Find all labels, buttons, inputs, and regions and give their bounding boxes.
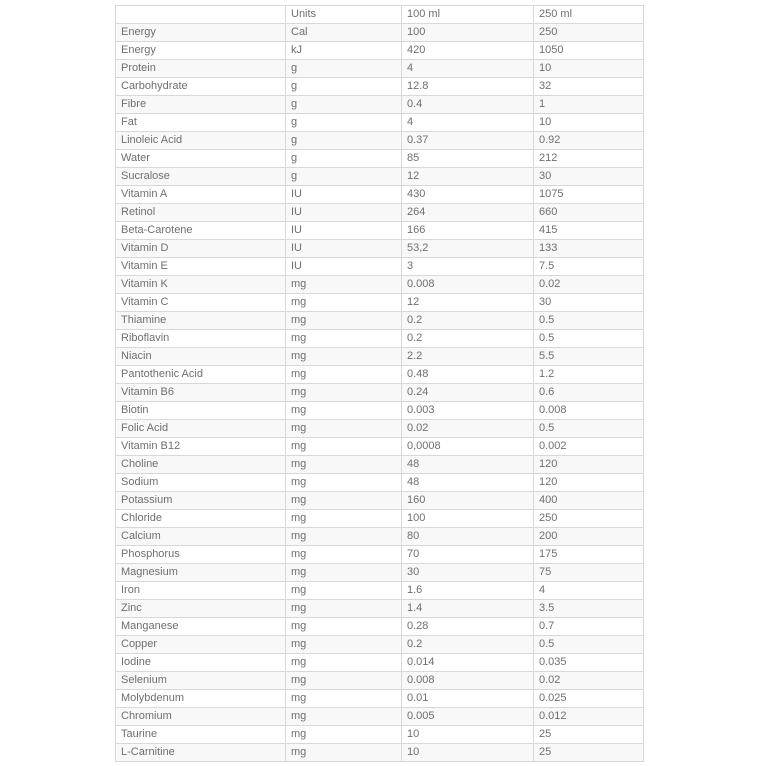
cell-100ml: 80 [402,528,534,546]
cell-250ml: 32 [534,78,644,96]
cell-nutrient: Folic Acid [116,420,286,438]
cell-nutrient: Zinc [116,600,286,618]
cell-250ml: 0.025 [534,690,644,708]
cell-nutrient: Beta-Carotene [116,222,286,240]
cell-250ml: 0.012 [534,708,644,726]
cell-100ml: 70 [402,546,534,564]
table-row [116,42,644,60]
cell-nutrient: Riboflavin [116,330,286,348]
cell-unit: mg [286,492,402,510]
cell-nutrient: Fat [116,114,286,132]
header-cell-nutrient [116,6,286,24]
cell-100ml: 0.008 [402,276,534,294]
table-row [116,654,644,672]
cell-100ml: 10 [402,726,534,744]
cell-100ml: 1.4 [402,600,534,618]
cell-100ml: 4 [402,60,534,78]
cell-250ml: 400 [534,492,644,510]
cell-250ml: 1.2 [534,366,644,384]
cell-nutrient: Chloride [116,510,286,528]
cell-250ml: 1075 [534,186,644,204]
cell-nutrient: Potassium [116,492,286,510]
cell-100ml: 0.005 [402,708,534,726]
cell-nutrient: Sucralose [116,168,286,186]
cell-unit: g [286,96,402,114]
header-cell-250ml: 250 ml [534,6,644,24]
table-row [116,618,644,636]
table-row [116,168,644,186]
cell-unit: mg [286,456,402,474]
cell-unit: g [286,114,402,132]
table-row [116,132,644,150]
cell-nutrient: Carbohydrate [116,78,286,96]
cell-250ml: 0.5 [534,420,644,438]
cell-250ml: 10 [534,114,644,132]
cell-100ml: 0.4 [402,96,534,114]
cell-100ml: 12 [402,168,534,186]
cell-100ml: 0.014 [402,654,534,672]
cell-100ml: 85 [402,150,534,168]
cell-nutrient: Magnesium [116,564,286,582]
cell-unit: mg [286,330,402,348]
table-row [116,276,644,294]
cell-250ml: 3.5 [534,600,644,618]
cell-250ml: 250 [534,24,644,42]
cell-100ml: 0,0008 [402,438,534,456]
cell-250ml: 0.035 [534,654,644,672]
cell-unit: mg [286,384,402,402]
cell-unit: mg [286,636,402,654]
cell-100ml: 48 [402,456,534,474]
cell-100ml: 166 [402,222,534,240]
table-row [116,420,644,438]
cell-unit: mg [286,510,402,528]
cell-250ml: 120 [534,474,644,492]
cell-unit: mg [286,744,402,762]
cell-nutrient: Fibre [116,96,286,114]
cell-100ml: 53,2 [402,240,534,258]
cell-unit: IU [286,186,402,204]
cell-unit: IU [286,204,402,222]
cell-250ml: 0.7 [534,618,644,636]
table-row [116,186,644,204]
table-row [116,672,644,690]
cell-unit: IU [286,222,402,240]
cell-unit: mg [286,618,402,636]
cell-nutrient: Vitamin B6 [116,384,286,402]
cell-unit: mg [286,348,402,366]
cell-100ml: 2.2 [402,348,534,366]
table-header [116,6,644,24]
cell-100ml: 48 [402,474,534,492]
cell-100ml: 100 [402,510,534,528]
cell-nutrient: Calcium [116,528,286,546]
cell-250ml: 7.5 [534,258,644,276]
cell-100ml: 0.01 [402,690,534,708]
table-row [116,438,644,456]
table-row [116,726,644,744]
cell-250ml: 0.5 [534,636,644,654]
cell-unit: IU [286,240,402,258]
table-row [116,528,644,546]
table-row [116,240,644,258]
cell-250ml: 212 [534,150,644,168]
cell-nutrient: Vitamin A [116,186,286,204]
cell-nutrient: Copper [116,636,286,654]
table-row [116,222,644,240]
cell-100ml: 0.48 [402,366,534,384]
table-row [116,366,644,384]
cell-100ml: 4 [402,114,534,132]
cell-nutrient: Chromium [116,708,286,726]
cell-nutrient: Vitamin K [116,276,286,294]
table-row [116,474,644,492]
cell-unit: mg [286,438,402,456]
table-row [116,294,644,312]
cell-nutrient: Pantothenic Acid [116,366,286,384]
cell-unit: mg [286,474,402,492]
cell-250ml: 120 [534,456,644,474]
cell-unit: mg [286,672,402,690]
cell-250ml: 0.6 [534,384,644,402]
cell-nutrient: Energy [116,24,286,42]
cell-unit: mg [286,654,402,672]
cell-250ml: 30 [534,294,644,312]
cell-unit: Cal [286,24,402,42]
cell-unit: mg [286,546,402,564]
table-row [116,384,644,402]
cell-100ml: 0.2 [402,312,534,330]
cell-100ml: 0.28 [402,618,534,636]
header-cell-100ml: 100 ml [402,6,534,24]
table-row [116,600,644,618]
cell-nutrient: Manganese [116,618,286,636]
cell-250ml: 0.5 [534,312,644,330]
table-row [116,582,644,600]
cell-100ml: 12 [402,294,534,312]
table-row [116,258,644,276]
table-row [116,402,644,420]
cell-nutrient: Water [116,150,286,168]
table-row [116,78,644,96]
cell-nutrient: Iodine [116,654,286,672]
cell-100ml: 10 [402,744,534,762]
table-row [116,24,644,42]
table-row [116,114,644,132]
cell-250ml: 10 [534,60,644,78]
cell-nutrient: Phosphorus [116,546,286,564]
cell-unit: g [286,132,402,150]
table-row [116,564,644,582]
cell-100ml: 0.003 [402,402,534,420]
cell-250ml: 0.008 [534,402,644,420]
table-row [116,546,644,564]
cell-250ml: 250 [534,510,644,528]
cell-250ml: 1 [534,96,644,114]
header-cell-units: Units [286,6,402,24]
cell-250ml: 133 [534,240,644,258]
cell-100ml: 430 [402,186,534,204]
cell-250ml: 25 [534,726,644,744]
table-body [116,24,644,762]
cell-nutrient: Selenium [116,672,286,690]
cell-250ml: 25 [534,744,644,762]
cell-unit: mg [286,690,402,708]
cell-unit: mg [286,276,402,294]
cell-unit: g [286,60,402,78]
cell-nutrient: Energy [116,42,286,60]
cell-100ml: 12.8 [402,78,534,96]
cell-unit: g [286,150,402,168]
cell-100ml: 420 [402,42,534,60]
cell-250ml: 200 [534,528,644,546]
header-row [116,6,644,24]
cell-250ml: 0.5 [534,330,644,348]
cell-100ml: 0.24 [402,384,534,402]
table-row [116,312,644,330]
table-row [116,348,644,366]
cell-unit: mg [286,366,402,384]
table-row [116,60,644,78]
cell-nutrient: Niacin [116,348,286,366]
cell-nutrient: Thiamine [116,312,286,330]
table-row [116,492,644,510]
cell-250ml: 0.92 [534,132,644,150]
cell-250ml: 4 [534,582,644,600]
table-row [116,510,644,528]
cell-unit: g [286,78,402,96]
cell-nutrient: Molybdenum [116,690,286,708]
table-row [116,150,644,168]
cell-nutrient: Retinol [116,204,286,222]
table-row [116,744,644,762]
cell-250ml: 415 [534,222,644,240]
cell-100ml: 0.2 [402,636,534,654]
table-row [116,204,644,222]
cell-250ml: 1050 [534,42,644,60]
cell-100ml: 100 [402,24,534,42]
cell-100ml: 160 [402,492,534,510]
cell-nutrient: Taurine [116,726,286,744]
cell-unit: mg [286,600,402,618]
cell-unit: mg [286,402,402,420]
cell-100ml: 0.2 [402,330,534,348]
cell-nutrient: Linoleic Acid [116,132,286,150]
cell-unit: mg [286,294,402,312]
cell-250ml: 0.002 [534,438,644,456]
table-row [116,96,644,114]
cell-100ml: 0.02 [402,420,534,438]
cell-unit: mg [286,528,402,546]
cell-250ml: 175 [534,546,644,564]
cell-unit: kJ [286,42,402,60]
cell-nutrient: Vitamin B12 [116,438,286,456]
cell-unit: mg [286,564,402,582]
table-row [116,456,644,474]
cell-unit: g [286,168,402,186]
cell-250ml: 30 [534,168,644,186]
table-row [116,708,644,726]
cell-nutrient: Iron [116,582,286,600]
cell-nutrient: Vitamin C [116,294,286,312]
cell-100ml: 0.37 [402,132,534,150]
cell-100ml: 0.008 [402,672,534,690]
cell-nutrient: Vitamin D [116,240,286,258]
cell-nutrient: Protein [116,60,286,78]
cell-nutrient: Vitamin E [116,258,286,276]
cell-unit: IU [286,258,402,276]
cell-100ml: 30 [402,564,534,582]
nutrition-table [115,5,644,762]
cell-unit: mg [286,708,402,726]
cell-250ml: 0.02 [534,672,644,690]
cell-nutrient: Sodium [116,474,286,492]
table-row [116,636,644,654]
cell-nutrient: Biotin [116,402,286,420]
cell-nutrient: Choline [116,456,286,474]
cell-100ml: 264 [402,204,534,222]
table-row [116,690,644,708]
cell-unit: mg [286,726,402,744]
cell-250ml: 660 [534,204,644,222]
cell-nutrient: L-Carnitine [116,744,286,762]
cell-unit: mg [286,312,402,330]
cell-250ml: 5.5 [534,348,644,366]
cell-unit: mg [286,420,402,438]
cell-250ml: 0.02 [534,276,644,294]
table-row [116,330,644,348]
cell-unit: mg [286,582,402,600]
cell-250ml: 75 [534,564,644,582]
cell-100ml: 1.6 [402,582,534,600]
cell-100ml: 3 [402,258,534,276]
